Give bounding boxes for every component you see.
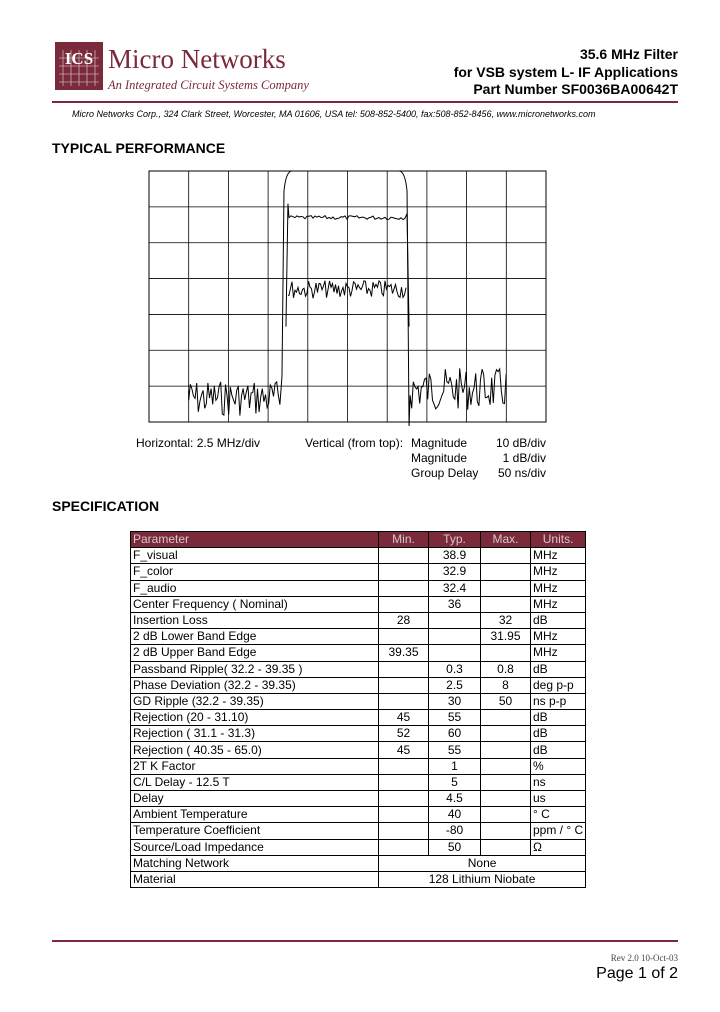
value-cell: MHz	[531, 645, 586, 661]
parameter-cell: C/L Delay - 12.5 T	[131, 774, 379, 790]
table-row	[131, 774, 586, 790]
column-header: Typ.	[429, 532, 481, 548]
value-cell: ns	[531, 774, 586, 790]
parameter-cell: Center Frequency ( Nominal)	[131, 596, 379, 612]
parameter-cell: F_audio	[131, 580, 379, 596]
table-row	[131, 645, 586, 661]
value-cell	[379, 693, 429, 709]
value-cell: MHz	[531, 596, 586, 612]
vertical-scale-label: Vertical (from top):	[305, 436, 404, 450]
value-cell: MHz	[531, 564, 586, 580]
table-row	[131, 564, 586, 580]
value-cell: ppm / ° C	[531, 823, 586, 839]
company-name: Micro Networks	[108, 44, 286, 74]
value-cell: dB	[531, 661, 586, 677]
value-cell	[379, 791, 429, 807]
trace-name: Magnitude	[411, 451, 468, 465]
value-cell	[429, 645, 481, 661]
value-cell: 55	[429, 710, 481, 726]
value-cell: us	[531, 791, 586, 807]
value-cell	[481, 823, 531, 839]
value-cell: 32.4	[429, 580, 481, 596]
parameter-cell: F_visual	[131, 548, 379, 564]
value-cell: 30	[429, 693, 481, 709]
parameter-cell: Insertion Loss	[131, 612, 379, 628]
parameter-cell: Material	[131, 871, 379, 887]
table-row	[131, 823, 586, 839]
value-cell	[379, 677, 429, 693]
value-cell	[481, 645, 531, 661]
value-cell: dB	[531, 710, 586, 726]
value-cell: deg p-p	[531, 677, 586, 693]
value-cell	[481, 564, 531, 580]
performance-heading: TYPICAL PERFORMANCE	[52, 140, 226, 156]
value-cell	[481, 742, 531, 758]
specification-heading: SPECIFICATION	[52, 498, 160, 514]
value-cell: 40	[429, 807, 481, 823]
parameter-cell: Matching Network	[131, 855, 379, 871]
trace-scale: 10 dB/div	[495, 436, 546, 450]
parameter-cell: Ambient Temperature	[131, 807, 379, 823]
parameter-cell: Source/Load Impedance	[131, 839, 379, 855]
table-row	[131, 596, 586, 612]
table-row	[131, 693, 586, 709]
value-cell: MHz	[531, 548, 586, 564]
product-title: 35.6 MHz Filter	[579, 46, 678, 62]
value-cell: 55	[429, 742, 481, 758]
parameter-cell: GD Ripple (32.2 - 39.35)	[131, 693, 379, 709]
value-cell: ° C	[531, 807, 586, 823]
value-cell: 8	[481, 677, 531, 693]
product-application: for VSB system L- IF Applications	[453, 64, 678, 80]
value-cell	[379, 580, 429, 596]
parameter-cell: 2 dB Lower Band Edge	[131, 629, 379, 645]
trace-name: Magnitude	[411, 436, 468, 450]
value-cell: dB	[531, 742, 586, 758]
footer-divider	[52, 940, 678, 942]
table-row	[131, 871, 586, 887]
value-cell: 32	[481, 612, 531, 628]
value-cell	[429, 612, 481, 628]
value-cell: 31.95	[481, 629, 531, 645]
table-row	[131, 677, 586, 693]
value-cell: MHz	[531, 580, 586, 596]
value-cell	[481, 774, 531, 790]
specification-table	[130, 531, 586, 888]
value-cell: None	[379, 855, 586, 871]
value-cell	[379, 807, 429, 823]
value-cell: 60	[429, 726, 481, 742]
value-cell: 32.9	[429, 564, 481, 580]
parameter-cell: Rejection (20 - 31.10)	[131, 710, 379, 726]
value-cell	[481, 839, 531, 855]
value-cell: 28	[379, 612, 429, 628]
value-cell: dB	[531, 612, 586, 628]
parameter-cell: Rejection ( 40.35 - 65.0)	[131, 742, 379, 758]
value-cell	[481, 726, 531, 742]
value-cell: 38.9	[429, 548, 481, 564]
value-cell: 128 Lithium Niobate	[379, 871, 586, 887]
value-cell: 45	[379, 710, 429, 726]
value-cell: 50	[429, 839, 481, 855]
parameter-cell: Delay	[131, 791, 379, 807]
value-cell	[379, 758, 429, 774]
column-header: Parameter	[131, 532, 379, 548]
value-cell	[481, 710, 531, 726]
table-row	[131, 807, 586, 823]
column-header: Max.	[481, 532, 531, 548]
value-cell	[379, 839, 429, 855]
parameter-cell: 2 dB Upper Band Edge	[131, 645, 379, 661]
value-cell: dB	[531, 726, 586, 742]
header-divider	[52, 101, 678, 103]
table-row	[131, 758, 586, 774]
value-cell: 4.5	[429, 791, 481, 807]
value-cell: Ω	[531, 839, 586, 855]
value-cell: 1	[429, 758, 481, 774]
column-header: Units.	[531, 532, 586, 548]
value-cell: %	[531, 758, 586, 774]
value-cell	[379, 823, 429, 839]
value-cell	[379, 661, 429, 677]
value-cell	[481, 548, 531, 564]
value-cell: -80	[429, 823, 481, 839]
column-header: Min.	[379, 532, 429, 548]
value-cell: 39.35	[379, 645, 429, 661]
table-row	[131, 742, 586, 758]
company-tagline: An Integrated Circuit Systems Company	[108, 78, 309, 92]
value-cell: MHz	[531, 629, 586, 645]
table-row	[131, 710, 586, 726]
value-cell	[379, 774, 429, 790]
table-row	[131, 791, 586, 807]
parameter-cell: F_color	[131, 564, 379, 580]
value-cell	[481, 791, 531, 807]
table-row	[131, 661, 586, 677]
parameter-cell: Temperature Coefficient	[131, 823, 379, 839]
value-cell: 50	[481, 693, 531, 709]
performance-plot	[148, 170, 548, 426]
company-address: Micro Networks Corp., 324 Clark Street, Worcester, MA 01606, USA tel: 508-852-5400, fax:508-852-8456, www.micronetworks.com	[72, 109, 596, 119]
table-row	[131, 629, 586, 645]
trace-scale: 1 dB/div	[502, 451, 546, 465]
revision-label: Rev 2.0 10-Oct-03	[610, 953, 678, 963]
part-number: Part Number SF0036BA00642T	[473, 81, 678, 97]
horizontal-scale: Horizontal: 2.5 MHz/div	[136, 436, 261, 450]
value-cell: 36	[429, 596, 481, 612]
value-cell: 5	[429, 774, 481, 790]
svg-text:ICS: ICS	[64, 49, 94, 68]
table-row	[131, 580, 586, 596]
value-cell: 0.8	[481, 661, 531, 677]
value-cell	[481, 596, 531, 612]
table-row	[131, 548, 586, 564]
value-cell	[379, 596, 429, 612]
parameter-cell: Passband Ripple( 32.2 - 39.35 )	[131, 661, 379, 677]
trace-scale: 50 ns/div	[497, 466, 546, 480]
table-row	[131, 726, 586, 742]
table-row	[131, 612, 586, 628]
value-cell	[481, 758, 531, 774]
table-row	[131, 839, 586, 855]
value-cell: 52	[379, 726, 429, 742]
value-cell	[379, 629, 429, 645]
table-header-row	[131, 532, 586, 548]
value-cell	[379, 548, 429, 564]
value-cell: 2.5	[429, 677, 481, 693]
parameter-cell: Phase Deviation (32.2 - 39.35)	[131, 677, 379, 693]
parameter-cell: Rejection ( 31.1 - 31.3)	[131, 726, 379, 742]
value-cell	[429, 629, 481, 645]
value-cell: ns p-p	[531, 693, 586, 709]
value-cell	[481, 807, 531, 823]
company-logo	[55, 42, 103, 90]
page-number: Page 1 of 2	[596, 965, 678, 982]
trace-name: Group Delay	[411, 466, 479, 480]
table-row	[131, 855, 586, 871]
value-cell	[379, 564, 429, 580]
parameter-cell: 2T K Factor	[131, 758, 379, 774]
value-cell: 45	[379, 742, 429, 758]
value-cell: 0.3	[429, 661, 481, 677]
value-cell	[481, 580, 531, 596]
